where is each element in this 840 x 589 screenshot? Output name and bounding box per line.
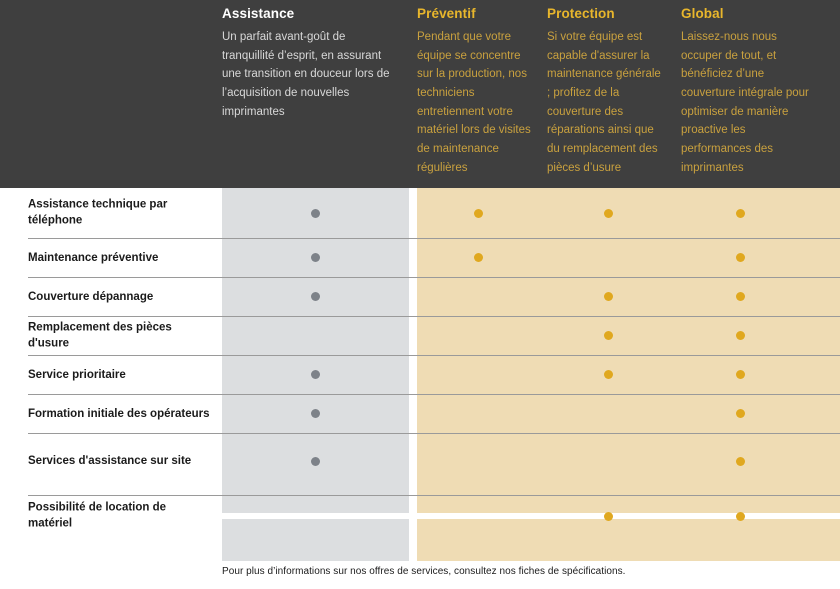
row-label: Couverture dépannage xyxy=(28,290,154,303)
feature-dot-preventif xyxy=(474,253,483,262)
feature-dot-assistance xyxy=(311,253,320,262)
header-column-global xyxy=(681,0,811,177)
header-column-description: Pendant que votre équipe se concentre sur la production, nos techniciens entretiennent votre matériel lors de visites de maintenance régulières xyxy=(417,31,531,174)
row-divider xyxy=(28,355,840,356)
row-label: Services d'assistance sur site xyxy=(28,454,192,467)
feature-dot-preventif xyxy=(474,209,483,218)
header-column-protection xyxy=(547,0,667,177)
row-label: Maintenance préventive xyxy=(28,251,159,264)
table-row xyxy=(0,495,840,537)
header-column-preventif xyxy=(417,0,539,177)
row-label: Formation initiale des opérateurs xyxy=(28,407,210,420)
feature-dot-protection xyxy=(604,209,613,218)
comparison-matrix xyxy=(0,188,840,537)
feature-dot-global xyxy=(736,457,745,466)
header-column-title: Global xyxy=(681,6,724,21)
row-divider xyxy=(28,394,840,395)
feature-dot-protection xyxy=(604,512,613,521)
feature-dot-assistance xyxy=(311,457,320,466)
header-column-assistance xyxy=(222,0,392,121)
feature-dot-assistance xyxy=(311,209,320,218)
header-column-description: Laissez-nous nous occuper de tout, et bénéficiez d’une couverture intégrale pour optimiser de manière proactive les performances des imprimantes xyxy=(681,31,809,174)
header-column-title: Protection xyxy=(547,6,615,21)
footnote: Pour plus d’informations sur nos offres de services, consultez nos fiches de spécifications. xyxy=(222,566,626,577)
table-row xyxy=(0,433,840,489)
feature-dot-global xyxy=(736,209,745,218)
header-column-title: Assistance xyxy=(222,6,295,21)
feature-dot-global xyxy=(736,370,745,379)
table-row xyxy=(0,394,840,433)
table-row xyxy=(0,277,840,316)
row-label: Possibilité de location de matériel xyxy=(28,501,167,530)
row-divider xyxy=(28,495,840,496)
feature-dot-assistance xyxy=(311,409,320,418)
row-divider xyxy=(28,238,840,239)
row-divider xyxy=(28,277,840,278)
feature-dot-protection xyxy=(604,292,613,301)
table-row xyxy=(0,316,840,355)
feature-dot-global xyxy=(736,292,745,301)
row-divider xyxy=(28,316,840,317)
feature-dot-global xyxy=(736,409,745,418)
header-column-description: Si votre équipe est capable d'assurer la maintenance générale ; profitez de la couverture des réparations ainsi que du remplacement des pièces d’usure xyxy=(547,31,661,174)
feature-dot-assistance xyxy=(311,370,320,379)
header-band xyxy=(0,0,840,188)
feature-dot-assistance xyxy=(311,292,320,301)
header-column-title: Préventif xyxy=(417,6,476,21)
header-column-description: Un parfait avant-goût de tranquillité d’esprit, en assurant une transition en douceur lors de l’acquisition de nouvelles imprimantes xyxy=(222,31,390,118)
table-row xyxy=(0,188,840,238)
feature-dot-protection xyxy=(604,331,613,340)
feature-dot-protection xyxy=(604,370,613,379)
feature-dot-global xyxy=(736,253,745,262)
feature-dot-global xyxy=(736,331,745,340)
row-label: Assistance technique par téléphone xyxy=(28,198,168,227)
table-row xyxy=(0,238,840,277)
row-divider xyxy=(28,433,840,434)
table-row xyxy=(0,355,840,394)
feature-dot-global xyxy=(736,512,745,521)
row-label: Service prioritaire xyxy=(28,368,126,381)
row-label: Remplacement des pièces d'usure xyxy=(28,321,172,350)
